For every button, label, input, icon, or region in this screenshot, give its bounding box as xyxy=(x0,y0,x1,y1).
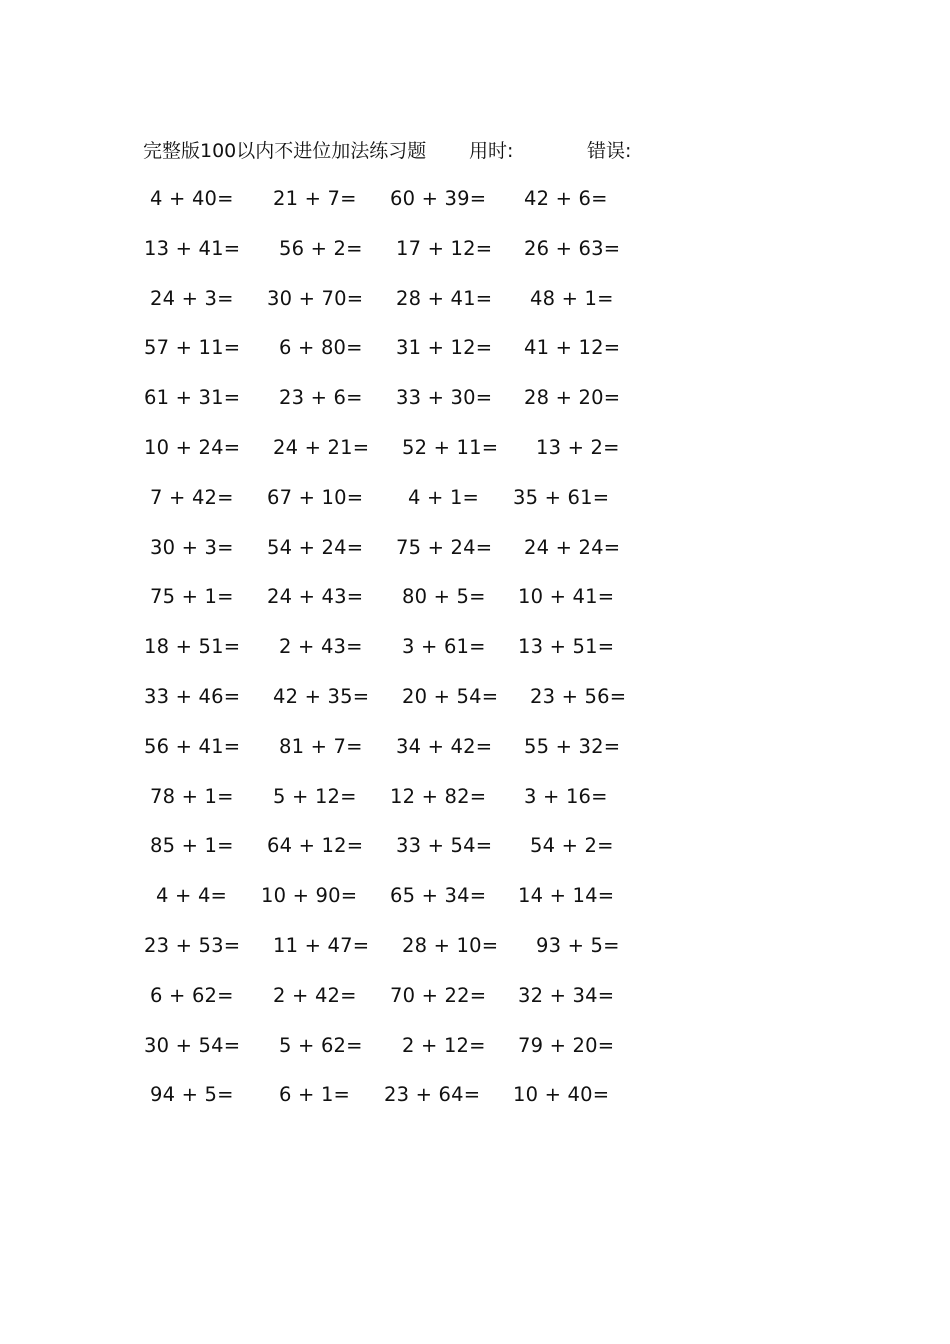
addition-problem: 23 + 53= xyxy=(144,934,241,957)
addition-problem: 24 + 43= xyxy=(267,585,364,609)
problem-row xyxy=(0,782,950,812)
addition-problem: 3 + 61= xyxy=(402,635,486,659)
problem-row xyxy=(0,981,950,1011)
problem-row xyxy=(0,483,950,513)
errors-label: 错误: xyxy=(587,140,632,162)
addition-problem: 23 + 64= xyxy=(384,1083,481,1107)
addition-problem: 28 + 10= xyxy=(402,934,499,957)
addition-problem: 32 + 34= xyxy=(518,983,615,1007)
problem-row xyxy=(0,333,950,363)
problem-row xyxy=(0,1080,950,1110)
addition-problem: 17 + 12= xyxy=(396,236,493,260)
addition-problem: 55 + 32= xyxy=(524,734,621,758)
addition-problem: 26 + 63= xyxy=(524,236,621,260)
addition-problem: 64 + 12= xyxy=(267,834,364,858)
addition-problem: 34 + 42= xyxy=(396,734,493,758)
addition-problem: 56 + 41= xyxy=(144,734,241,758)
addition-problem: 85 + 1= xyxy=(150,834,234,858)
addition-problem: 3 + 16= xyxy=(524,784,608,808)
addition-problem: 13 + 41= xyxy=(144,236,241,260)
addition-problem: 70 + 22= xyxy=(390,983,487,1007)
addition-problem: 31 + 12= xyxy=(396,336,493,360)
addition-problem: 6 + 80= xyxy=(279,336,363,360)
addition-problem: 4 + 4= xyxy=(156,884,228,908)
addition-problem: 23 + 6= xyxy=(279,386,363,410)
addition-problem: 30 + 3= xyxy=(150,535,234,559)
addition-problem: 56 + 2= xyxy=(279,236,363,260)
addition-problem: 80 + 5= xyxy=(402,585,486,609)
addition-problem: 93 + 5= xyxy=(536,934,620,957)
addition-problem: 48 + 1= xyxy=(530,286,614,310)
addition-problem: 42 + 35= xyxy=(273,685,370,708)
problem-row xyxy=(0,1031,950,1061)
addition-problem: 11 + 47= xyxy=(273,934,370,957)
addition-problem: 30 + 54= xyxy=(144,1033,241,1057)
problem-row xyxy=(0,184,950,214)
addition-problem: 54 + 24= xyxy=(267,535,364,559)
addition-problem: 10 + 41= xyxy=(518,585,615,609)
addition-problem: 61 + 31= xyxy=(144,386,241,410)
addition-problem: 13 + 2= xyxy=(536,436,620,459)
problem-row xyxy=(0,284,950,314)
addition-problem: 75 + 24= xyxy=(396,535,493,559)
addition-problem: 54 + 2= xyxy=(530,834,614,858)
problem-row xyxy=(0,632,950,662)
addition-problem: 21 + 7= xyxy=(273,187,357,210)
addition-problem: 6 + 1= xyxy=(279,1083,351,1107)
addition-problem: 52 + 11= xyxy=(402,436,499,459)
problem-row xyxy=(0,433,950,463)
problem-row xyxy=(0,383,950,413)
addition-problem: 41 + 12= xyxy=(524,336,621,360)
addition-problem: 7 + 42= xyxy=(150,485,234,509)
addition-problem: 60 + 39= xyxy=(390,187,487,210)
addition-problem: 42 + 6= xyxy=(524,187,608,210)
addition-problem: 33 + 30= xyxy=(396,386,493,410)
addition-problem: 81 + 7= xyxy=(279,734,363,758)
addition-problem: 13 + 51= xyxy=(518,635,615,659)
addition-problem: 28 + 41= xyxy=(396,286,493,310)
addition-problem: 10 + 40= xyxy=(513,1083,610,1107)
addition-problem: 4 + 40= xyxy=(150,187,234,210)
addition-problem: 12 + 82= xyxy=(390,784,487,808)
addition-problem: 65 + 34= xyxy=(390,884,487,908)
addition-problem: 94 + 5= xyxy=(150,1083,234,1107)
addition-problem: 28 + 20= xyxy=(524,386,621,410)
problem-row xyxy=(0,682,950,712)
addition-problem: 2 + 43= xyxy=(279,635,363,659)
addition-problem: 18 + 51= xyxy=(144,635,241,659)
worksheet-title: 完整版100以内不进位加法练习题 xyxy=(143,140,427,162)
addition-problem: 24 + 3= xyxy=(150,286,234,310)
addition-problem: 57 + 11= xyxy=(144,336,241,360)
time-label: 用时: xyxy=(469,140,514,162)
addition-problem: 10 + 90= xyxy=(261,884,358,908)
addition-problem: 78 + 1= xyxy=(150,784,234,808)
addition-problem: 6 + 62= xyxy=(150,983,234,1007)
problem-row xyxy=(0,582,950,612)
addition-problem: 20 + 54= xyxy=(402,685,499,708)
problem-row xyxy=(0,234,950,264)
addition-problem: 23 + 56= xyxy=(530,685,627,708)
addition-problem: 33 + 46= xyxy=(144,685,241,708)
addition-problem: 24 + 24= xyxy=(524,535,621,559)
addition-problem: 35 + 61= xyxy=(513,485,610,509)
addition-problem: 2 + 12= xyxy=(402,1033,486,1057)
addition-problem: 10 + 24= xyxy=(144,436,241,459)
problem-row xyxy=(0,732,950,762)
addition-problem: 14 + 14= xyxy=(518,884,615,908)
addition-problem: 79 + 20= xyxy=(518,1033,615,1057)
addition-problem: 33 + 54= xyxy=(396,834,493,858)
addition-problem: 67 + 10= xyxy=(267,485,364,509)
problem-row xyxy=(0,533,950,563)
problem-row xyxy=(0,931,950,961)
problem-row xyxy=(0,831,950,861)
addition-problem: 4 + 1= xyxy=(408,485,480,509)
addition-problem: 30 + 70= xyxy=(267,286,364,310)
addition-problem: 5 + 12= xyxy=(273,784,357,808)
addition-problem: 75 + 1= xyxy=(150,585,234,609)
addition-problem: 2 + 42= xyxy=(273,983,357,1007)
addition-problem: 24 + 21= xyxy=(273,436,370,459)
addition-problem: 5 + 62= xyxy=(279,1033,363,1057)
problem-row xyxy=(0,881,950,911)
